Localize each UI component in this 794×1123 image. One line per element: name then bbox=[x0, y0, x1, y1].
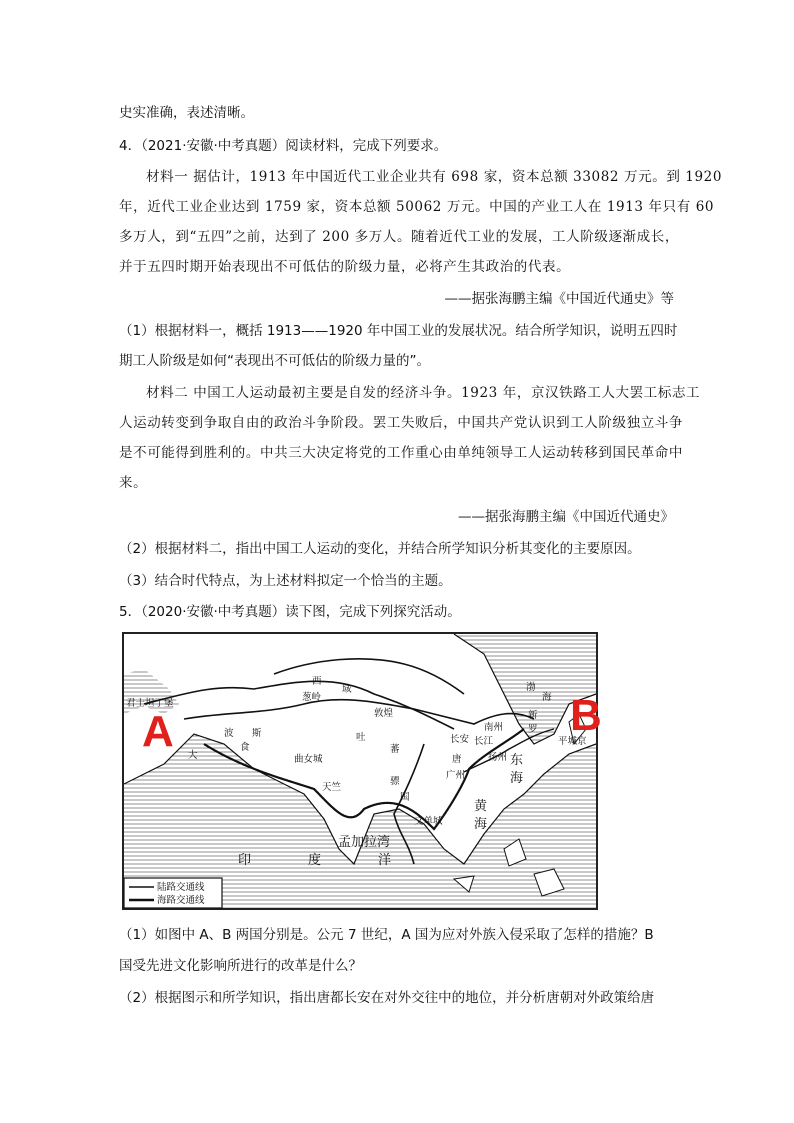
question-5-1-cont: 国受先进文化影响所进行的改革是什么？ bbox=[119, 958, 362, 974]
map-label: 蕃 bbox=[390, 744, 400, 755]
map-label: 长江 bbox=[474, 736, 494, 747]
map-label: 吐 bbox=[356, 732, 366, 743]
map-label: 渤 bbox=[526, 682, 536, 693]
map-label-ocean: 洋 bbox=[378, 853, 392, 868]
map-label: 广州 bbox=[446, 770, 466, 781]
map-label: 唐 bbox=[452, 754, 462, 765]
map-label: 曲女城 bbox=[294, 754, 323, 765]
question-5-1: （1）如图中 A、B 两国分别是。公元 7 世纪，A 国为应对外族入侵采取了怎样的措施？B bbox=[119, 927, 654, 943]
map-label: 扬州 bbox=[488, 752, 508, 763]
country-a-label: A bbox=[142, 707, 174, 756]
material-1-line: 材料一 据估计，1913 年中国近代工业企业共有 698 家，资本总额 33082 万元。到 1920 bbox=[146, 169, 723, 185]
map-label: 文单城 bbox=[414, 816, 443, 827]
tang-trade-routes-map bbox=[122, 632, 602, 910]
map-label: 国 bbox=[400, 792, 410, 803]
map-label-sea: 黄 bbox=[474, 799, 488, 814]
map-label-sea: 东 bbox=[510, 753, 524, 768]
map-label: 长安 bbox=[450, 734, 470, 745]
map-label: 大 bbox=[188, 750, 198, 761]
question-4-3: （3）结合时代特点，为上述材料拟定一个恰当的主题。 bbox=[119, 573, 452, 589]
map-label: 罗 bbox=[528, 724, 538, 735]
material-1-source: ——据张海鹏主编《中国近代通史》等 bbox=[444, 291, 674, 307]
text-line: 史实准确，表述清晰。 bbox=[119, 105, 254, 121]
map-label: 斯 bbox=[252, 728, 262, 739]
material-1-line: 并于五四时期开始表现出不可低估的阶级力量，必将产生其政治的代表。 bbox=[119, 259, 571, 275]
land-route bbox=[184, 700, 534, 724]
material-1-line: 年，近代工业企业达到 1759 家，资本总额 50062 万元。中国的产业工人在 1913 年只有 60 bbox=[119, 199, 715, 215]
map-label: 海 bbox=[542, 692, 552, 703]
material-2-line: 来。 bbox=[119, 475, 148, 491]
material-2-line: 材料二 中国工人运动最初主要是自发的经济斗争。1923 年，京汉铁路工人大罢工标志工 bbox=[146, 385, 701, 401]
question-5-title: 5．（2020·安徽·中考真题）读下图，完成下列探究活动。 bbox=[119, 604, 461, 620]
map-label-ocean: 度 bbox=[308, 853, 322, 868]
map-label: 骠 bbox=[390, 776, 400, 787]
map-label: 波 bbox=[224, 728, 234, 739]
question-4-1: （1）根据材料一，概括 1913——1920 年中国工业的发展状况。结合所学知识，说明五四时 bbox=[119, 323, 678, 339]
material-2-line: 人运动转变到争取自由的政治斗争阶段。罢工失败后，中国共产党认识到工人阶级独立斗争 bbox=[119, 415, 683, 431]
map-label: 葱岭 bbox=[302, 692, 322, 703]
map-label-sea: 海 bbox=[510, 771, 524, 786]
question-4-title: 4．（2021·安徽·中考真题）阅读材料，完成下列要求。 bbox=[119, 138, 448, 154]
map-label: 食 bbox=[240, 742, 250, 753]
question-5-2: （2）根据图示和所学知识，指出唐都长安在对外交往中的地位，并分析唐朝对外政策给唐 bbox=[119, 990, 655, 1006]
country-b-label: B bbox=[570, 691, 602, 740]
legend-land-label: 陆路交通线 bbox=[157, 882, 205, 893]
material-2-source: ——据张海鹏主编《中国近代通史》 bbox=[458, 509, 674, 525]
map-label-ocean: 印 bbox=[238, 853, 252, 868]
map-label-bay: 孟加拉湾 bbox=[338, 835, 391, 850]
material-1-line: 多万人，到“五四”之前，达到了 200 多万人。随着近代工业的发展，工人阶级逐渐成长， bbox=[119, 229, 679, 245]
land-route bbox=[274, 659, 464, 694]
question-4-1-cont: 期工人阶级是如何“表现出不可低估的阶级力量的”。 bbox=[119, 353, 430, 369]
map-label: 平城京 bbox=[558, 736, 587, 747]
map-label: 域 bbox=[342, 684, 352, 695]
map-label: 新 bbox=[528, 710, 538, 721]
legend-sea-label: 海路交通线 bbox=[157, 895, 205, 906]
map-label: 西 bbox=[312, 676, 322, 687]
map-label-sea: 海 bbox=[474, 817, 488, 832]
material-2-line: 是不可能得到胜利的。中共三大决定将党的工作重心由单纯领导工人运动转移到国民革命中 bbox=[119, 445, 683, 461]
map-label: 天竺 bbox=[322, 782, 342, 793]
map-label: 敦煌 bbox=[374, 708, 394, 719]
question-4-2: （2）根据材料二，指出中国工人运动的变化，并结合所学知识分析其变化的主要原因。 bbox=[119, 541, 641, 557]
map-label-constantinople: 君士坦丁堡 bbox=[126, 698, 174, 709]
map-label: 南州 bbox=[484, 722, 504, 733]
map-svg bbox=[124, 634, 602, 908]
